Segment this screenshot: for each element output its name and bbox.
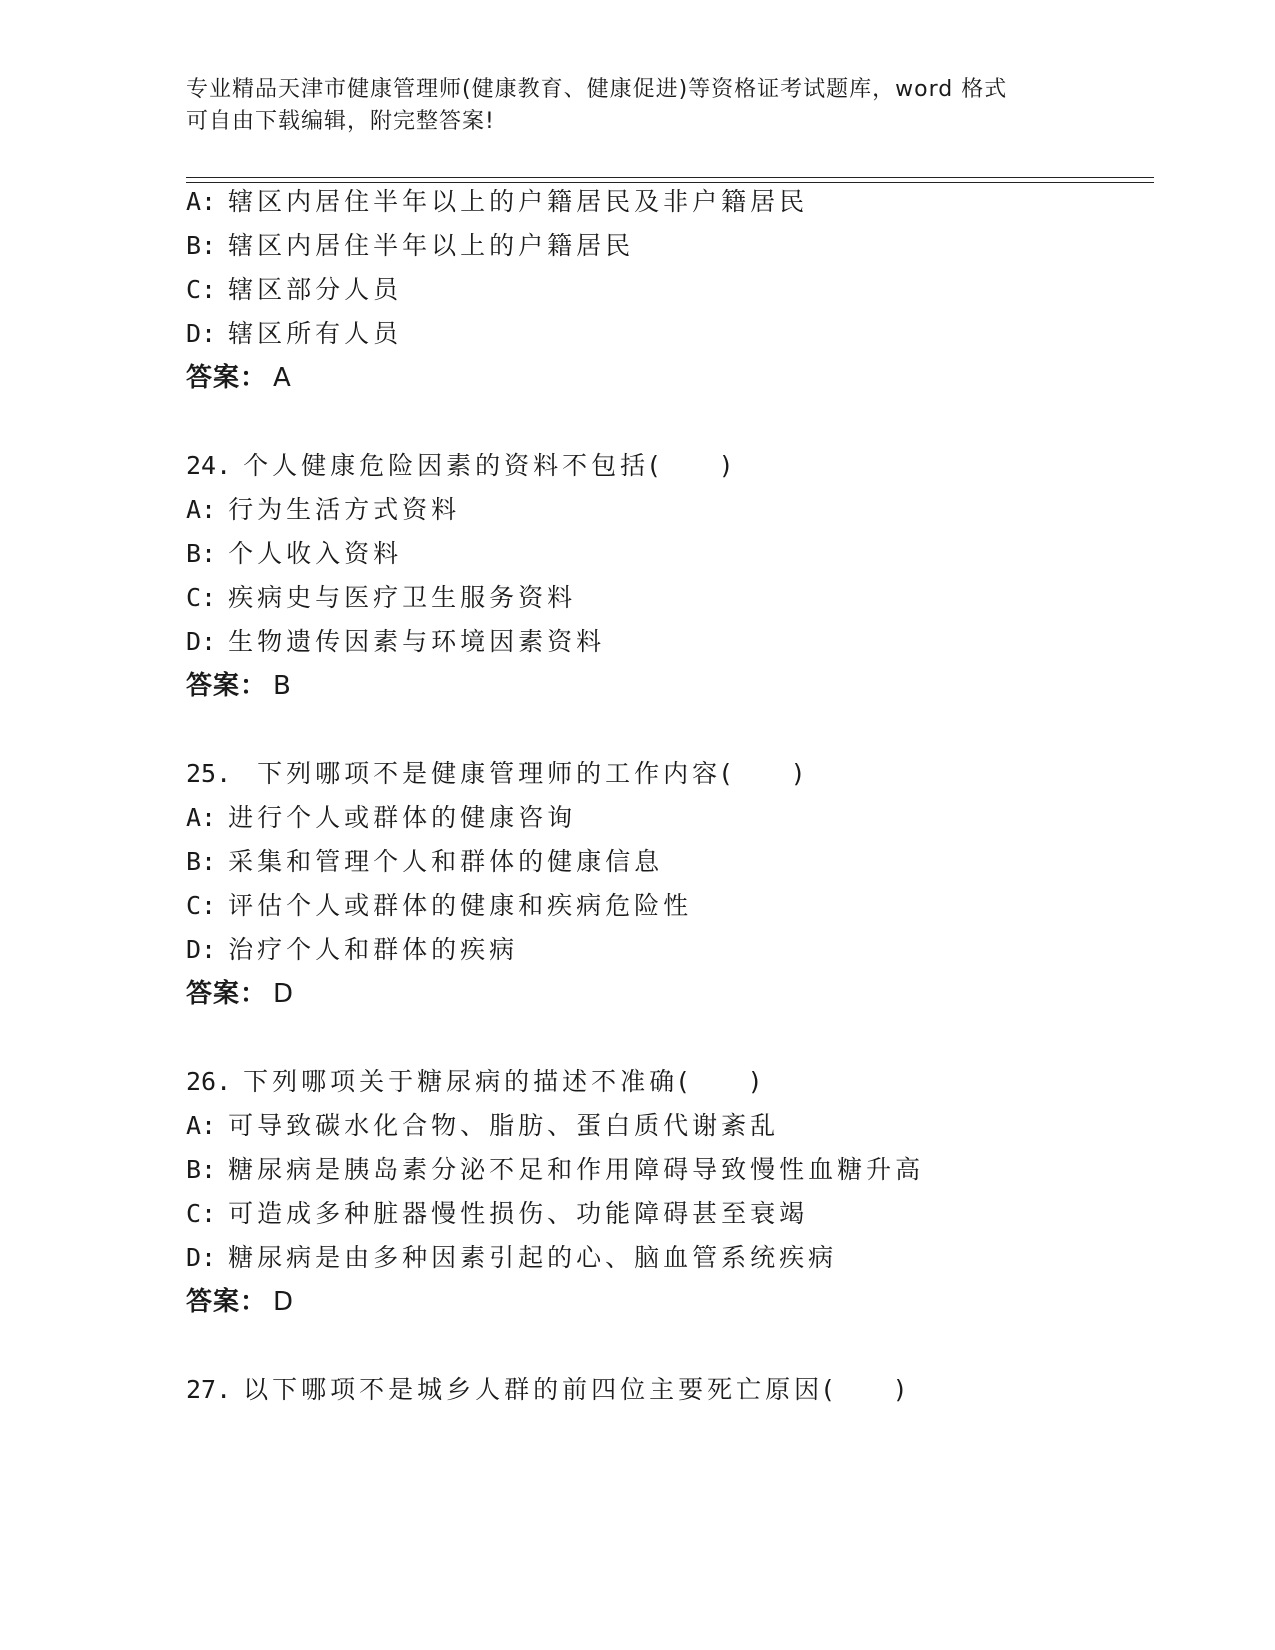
option-text: 采集和管理个人和群体的健康信息 xyxy=(228,847,664,876)
header-rule-bottom xyxy=(186,182,1154,183)
question-number: 27. xyxy=(186,1375,232,1404)
option-label: C: xyxy=(186,275,217,304)
option-label: A: xyxy=(186,187,217,216)
q26-stem xyxy=(186,1066,764,1098)
option-label: B: xyxy=(186,1155,217,1184)
q25-option-b xyxy=(186,846,663,878)
option-text: 糖尿病是由多种因素引起的心、脑血管系统疾病 xyxy=(228,1243,838,1272)
option-text: 治疗个人和群体的疾病 xyxy=(228,935,519,964)
answer-value: A xyxy=(273,363,292,393)
q27-stem xyxy=(186,1374,909,1406)
q23-option-c xyxy=(186,274,402,306)
q25-option-c xyxy=(186,890,692,922)
option-label: C: xyxy=(186,891,217,920)
question-text: 以下哪项不是城乡人群的前四位主要死亡原因( ) xyxy=(243,1375,909,1404)
q25-option-d xyxy=(186,934,518,966)
answer-label: 答案： xyxy=(186,363,268,393)
q23-answer xyxy=(186,362,292,394)
answer-label: 答案： xyxy=(186,979,268,1009)
option-text: 个人收入资料 xyxy=(228,539,403,568)
option-text: 进行个人或群体的健康咨询 xyxy=(228,803,577,832)
question-text: 下列哪项不是健康管理师的工作内容( ) xyxy=(257,759,807,788)
option-label: D: xyxy=(186,1243,217,1272)
document-header xyxy=(186,74,1086,138)
option-label: C: xyxy=(186,583,217,612)
option-label: B: xyxy=(186,231,217,260)
q25-option-a xyxy=(186,802,576,834)
q26-option-d xyxy=(186,1242,837,1274)
option-text: 评估个人或群体的健康和疾病危险性 xyxy=(228,891,693,920)
q23-option-d xyxy=(186,318,402,350)
answer-label: 答案： xyxy=(186,671,268,701)
answer-value: D xyxy=(273,1287,295,1317)
q24-stem xyxy=(186,450,735,482)
q24-option-d xyxy=(186,626,605,658)
header-line-2: 可自由下载编辑，附完整答案! xyxy=(186,109,495,134)
option-text: 生物遗传因素与环境因素资料 xyxy=(228,627,606,656)
option-label: A: xyxy=(186,1111,217,1140)
option-text: 糖尿病是胰岛素分泌不足和作用障碍导致慢性血糖升高 xyxy=(228,1155,925,1184)
answer-value: D xyxy=(273,979,295,1009)
question-number: 26. xyxy=(186,1067,232,1096)
option-label: D: xyxy=(186,627,217,656)
option-label: D: xyxy=(186,319,217,348)
q25-stem xyxy=(186,758,807,790)
option-text: 行为生活方式资料 xyxy=(228,495,461,524)
answer-value: B xyxy=(273,671,292,701)
question-text: 下列哪项关于糖尿病的描述不准确( ) xyxy=(243,1067,764,1096)
option-label: C: xyxy=(186,1199,217,1228)
option-label: B: xyxy=(186,847,217,876)
option-label: B: xyxy=(186,539,217,568)
header-rule-top xyxy=(186,177,1154,178)
option-text: 可导致碳水化合物、脂肪、蛋白质代谢紊乱 xyxy=(228,1111,780,1140)
option-text: 辖区内居住半年以上的户籍居民 xyxy=(228,231,635,260)
option-label: A: xyxy=(186,495,217,524)
option-text: 辖区所有人员 xyxy=(228,319,403,348)
q24-option-b xyxy=(186,538,402,570)
q23-option-a xyxy=(186,186,808,218)
q26-answer xyxy=(186,1286,294,1318)
option-text: 辖区内居住半年以上的户籍居民及非户籍居民 xyxy=(228,187,809,216)
q25-answer xyxy=(186,978,294,1010)
q26-option-a xyxy=(186,1110,779,1142)
question-text: 个人健康危险因素的资料不包括( ) xyxy=(243,451,735,480)
q26-option-c xyxy=(186,1198,808,1230)
answer-label: 答案： xyxy=(186,1287,268,1317)
q23-option-b xyxy=(186,230,634,262)
option-text: 疾病史与医疗卫生服务资料 xyxy=(228,583,577,612)
option-text: 辖区部分人员 xyxy=(228,275,403,304)
option-label: D: xyxy=(186,935,217,964)
q24-option-a xyxy=(186,494,460,526)
question-number: 24. xyxy=(186,451,232,480)
header-line-1: 专业精品天津市健康管理师(健康教育、健康促进)等资格证考试题库，word 格式 xyxy=(186,77,1008,102)
question-number: 25. xyxy=(186,759,232,788)
option-label: A: xyxy=(186,803,217,832)
q24-option-c xyxy=(186,582,576,614)
q26-option-b xyxy=(186,1154,924,1186)
q24-answer xyxy=(186,670,292,702)
option-text: 可造成多种脏器慢性损伤、功能障碍甚至衰竭 xyxy=(228,1199,809,1228)
